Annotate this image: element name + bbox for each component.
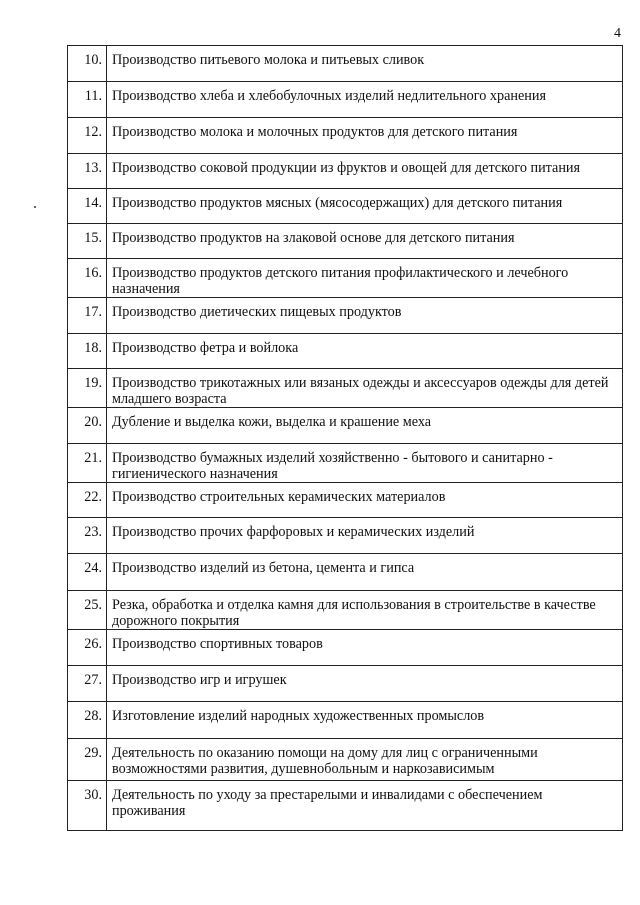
row-number: 20. xyxy=(68,408,107,444)
row-number: 19. xyxy=(68,369,107,408)
row-number: 27. xyxy=(68,666,107,702)
row-activity-text: Производство строительных керамических материалов xyxy=(107,483,623,518)
table-row xyxy=(68,298,623,334)
table-row xyxy=(68,82,623,118)
table-row xyxy=(68,444,623,483)
row-number: 23. xyxy=(68,518,107,554)
row-number: 28. xyxy=(68,702,107,739)
table-row xyxy=(68,781,623,831)
table-row xyxy=(68,334,623,369)
row-number: 18. xyxy=(68,334,107,369)
row-number: 17. xyxy=(68,298,107,334)
table-row xyxy=(68,118,623,154)
table-row xyxy=(68,554,623,591)
row-number: 26. xyxy=(68,630,107,666)
row-activity-text: Резка, обработка и отделка камня для использования в строительстве в качестве дорожного покрытия xyxy=(107,591,623,630)
row-activity-text: Производство питьевого молока и питьевых сливок xyxy=(107,46,623,82)
table-row xyxy=(68,702,623,739)
activities-table-body xyxy=(68,46,623,831)
row-number: 11. xyxy=(68,82,107,118)
table-row xyxy=(68,224,623,259)
row-number: 10. xyxy=(68,46,107,82)
table-row xyxy=(68,591,623,630)
row-number: 15. xyxy=(68,224,107,259)
table-row xyxy=(68,408,623,444)
row-number: 21. xyxy=(68,444,107,483)
row-number: 24. xyxy=(68,554,107,591)
row-activity-text: Производство изделий из бетона, цемента и гипса xyxy=(107,554,623,591)
scan-artifact-dot xyxy=(34,206,36,208)
table-row xyxy=(68,666,623,702)
row-number: 12. xyxy=(68,118,107,154)
row-activity-text: Производство прочих фарфоровых и керамических изделий xyxy=(107,518,623,554)
table-row xyxy=(68,154,623,189)
row-number: 14. xyxy=(68,189,107,224)
table-row xyxy=(68,46,623,82)
table-row xyxy=(68,630,623,666)
table-row xyxy=(68,189,623,224)
row-number: 30. xyxy=(68,781,107,831)
page-number: 4 xyxy=(614,26,621,41)
row-activity-text: Изготовление изделий народных художественных промыслов xyxy=(107,702,623,739)
row-number: 13. xyxy=(68,154,107,189)
row-activity-text: Производство игр и игрушек xyxy=(107,666,623,702)
table-row xyxy=(68,369,623,408)
row-activity-text: Производство трикотажных или вязаных одежды и аксессуаров одежды для детей младшего возраста xyxy=(107,369,623,408)
table-row xyxy=(68,518,623,554)
table-row xyxy=(68,259,623,298)
row-activity-text: Производство молока и молочных продуктов для детского питания xyxy=(107,118,623,154)
row-activity-text: Деятельность по уходу за престарелыми и инвалидами с обеспечением проживания xyxy=(107,781,623,831)
row-activity-text: Производство бумажных изделий хозяйственно - бытового и санитарно - гигиенического назначения xyxy=(107,444,623,483)
row-number: 16. xyxy=(68,259,107,298)
table-row xyxy=(68,483,623,518)
row-activity-text: Производство диетических пищевых продуктов xyxy=(107,298,623,334)
row-activity-text: Производство хлеба и хлебобулочных изделий недлительного хранения xyxy=(107,82,623,118)
row-activity-text: Деятельность по оказанию помощи на дому для лиц с ограниченными возможностями развития, душевнобольным и наркозависимым xyxy=(107,739,623,781)
row-activity-text: Дубление и выделка кожи, выделка и крашение меха xyxy=(107,408,623,444)
activities-table xyxy=(67,45,623,831)
row-activity-text: Производство продуктов на злаковой основе для детского питания xyxy=(107,224,623,259)
row-number: 22. xyxy=(68,483,107,518)
table-row xyxy=(68,739,623,781)
row-number: 25. xyxy=(68,591,107,630)
row-number: 29. xyxy=(68,739,107,781)
row-activity-text: Производство продуктов мясных (мясосодержащих) для детского питания xyxy=(107,189,623,224)
row-activity-text: Производство соковой продукции из фруктов и овощей для детского питания xyxy=(107,154,623,189)
row-activity-text: Производство фетра и войлока xyxy=(107,334,623,369)
row-activity-text: Производство продуктов детского питания профилактического и лечебного назначения xyxy=(107,259,623,298)
row-activity-text: Производство спортивных товаров xyxy=(107,630,623,666)
